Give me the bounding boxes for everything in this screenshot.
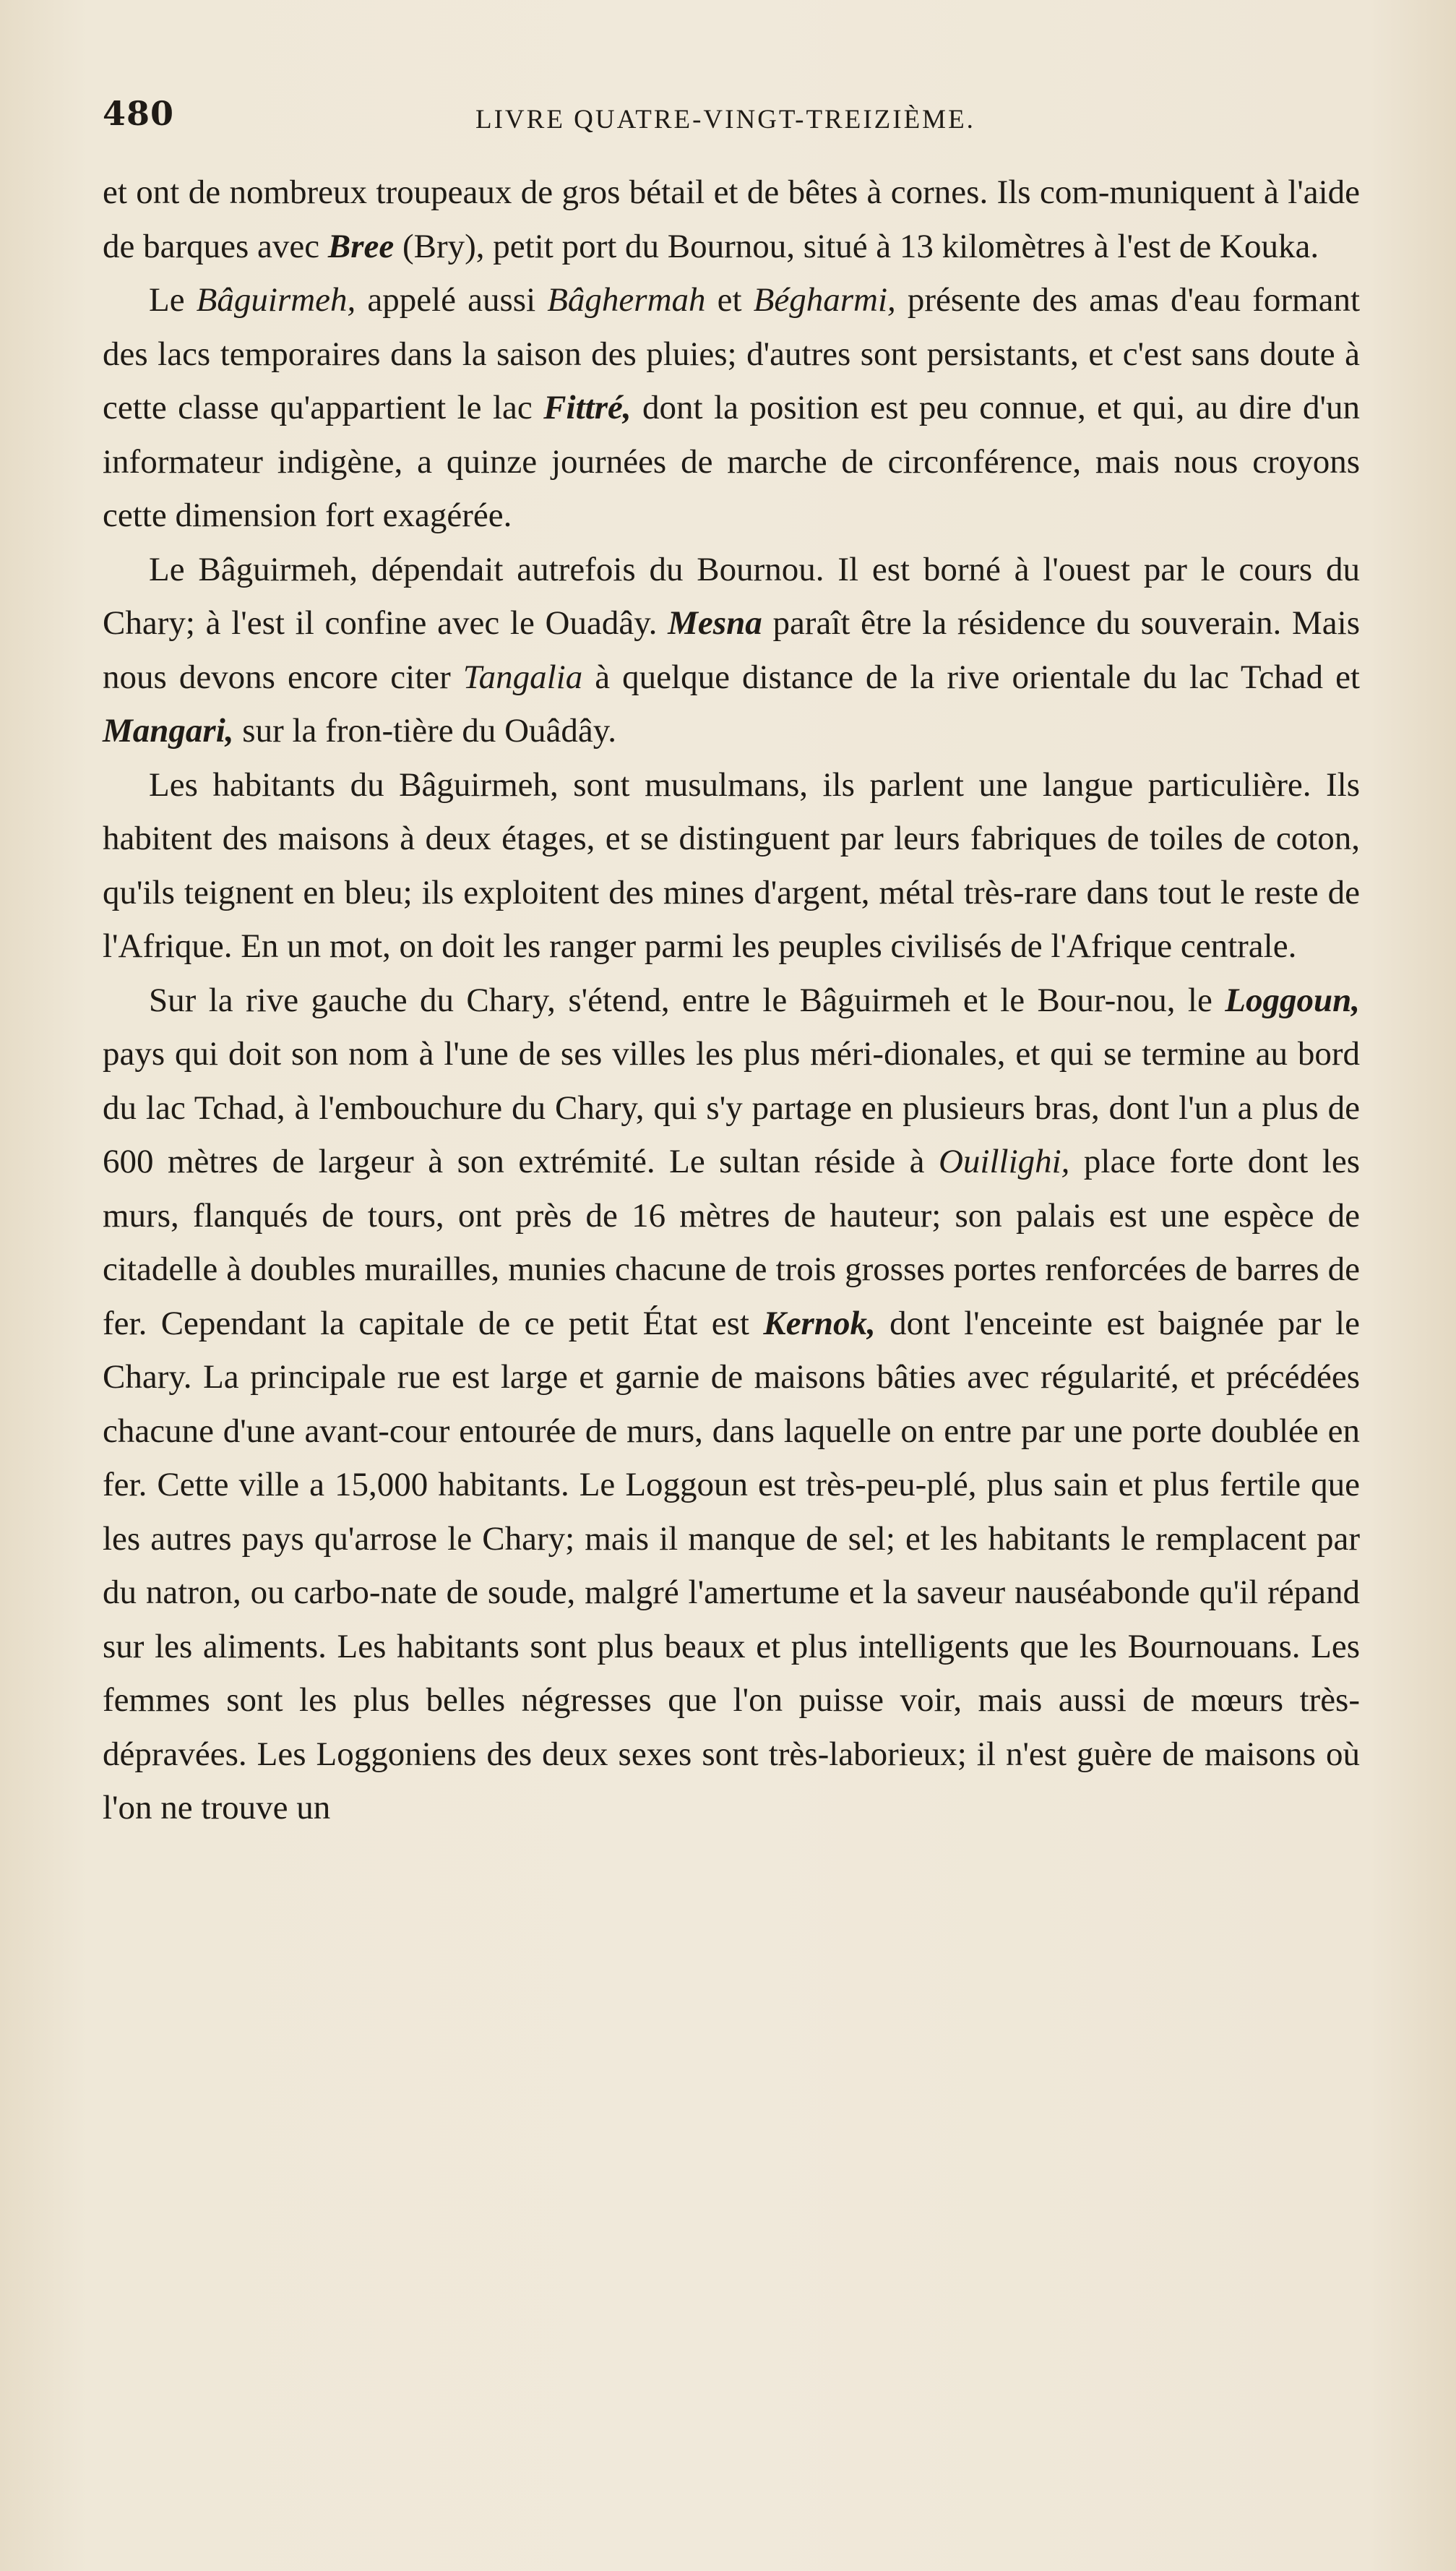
text-run: dont l'enceinte est baignée par le Chary. La principale rue est large et garnie de maisons bâties avec régularité, et précédées chacune d'une avant-cour entourée de murs, dans laquelle on entre par une porte doublée en fer. Cette ville a 15,000 habitants. Le Loggoun est très-peu-plé, plus sain et plus fertile que les autres pays qu'arrose le Chary; mais il manque de sel; et les habitants le remplacent par du natron, ou carbo-nate de soude, malgré l'amertume et la saveur nauséabonde qu'il répand sur les aliments. Les habitants sont plus beaux et plus intelligents que les Bournouans. Les femmes sont les plus belles négresses que l'on puisse voir, mais aussi de mœurs très-dépravées. Les Loggoniens des deux sexes sont très-laborieux; il n'est guère de maisons où l'on ne trouve un — [103, 1304, 1360, 1827]
italic-term: Mangari, — [103, 712, 234, 750]
text-run: présente des amas d'eau formant des lacs temporaires dans la saison des pluies; d'autres sont persistants, et c'est sans doute à cette classe qu'appartient le lac — [103, 281, 1361, 426]
page-header — [103, 94, 1360, 145]
italic-term: Mesna — [668, 604, 762, 642]
paragraph-4 — [103, 758, 1360, 974]
italic-term: Bégharmi, — [753, 281, 896, 319]
text-run: et ont de nombreux troupeaux de gros bétail et de bêtes à cornes. Ils com-muniquent à l'aide de barques avec — [103, 173, 1360, 265]
text-run: Sur la rive gauche du Chary, s'étend, entre le Bâguirmeh et le Bour-nou, le — [149, 981, 1225, 1019]
text-run: Les habitants du Bâguirmeh, sont musulmans, ils parlent une langue particulière. Ils habitent des maisons à deux étages, et se distinguent par leurs fabriques de toiles de coton, qu'ils teignent en bleu; ils exploitent des mines d'argent, métal très-rare dans tout le reste de l'Afrique. En un mot, on doit les ranger parmi les peuples civilisés de l'Afrique centrale. — [103, 765, 1360, 965]
page-number: 480 — [103, 94, 175, 133]
paragraph-2 — [103, 273, 1360, 543]
text-run: pays qui doit son nom à l'une de ses villes les plus méri-dionales, et qui se termine au bord du lac Tchad, à l'embouchure du Chary, qui s'y partage en plusieurs bras, dont l'un a plus de 600 mètres de largeur à son extrémité. Le sultan réside à — [103, 1035, 1360, 1180]
paragraph-3 — [103, 543, 1360, 758]
paragraph-1 — [103, 166, 1360, 273]
text-run: dont la position est peu connue, et qui, au dire d'un informateur indigène, a quinze journées de marche de circonférence, mais nous croyons cette dimension fort exagérée. — [103, 389, 1360, 534]
italic-term: Bâghermah — [547, 281, 706, 319]
italic-term: Bâguirmeh, — [196, 281, 356, 319]
italic-term: Kernok, — [763, 1304, 876, 1342]
text-run: et — [705, 281, 754, 319]
text-run: Le — [149, 281, 197, 319]
text-run: (Bry), petit port du Bournou, situé à 13 kilomètres à l'est de Kouka. — [394, 227, 1319, 265]
text-run: paraît être la résidence du souverain. Mais nous devons encore citer — [103, 604, 1360, 696]
italic-term: Tangalia — [462, 658, 583, 696]
italic-term: Loggoun, — [1225, 981, 1360, 1019]
running-head: LIVRE QUATRE-VINGT-TREIZIÈME. — [475, 105, 975, 134]
italic-term: Ouillighi, — [938, 1143, 1070, 1180]
italic-term: Bree — [327, 227, 395, 265]
text-run: à quelque distance de la rive orientale du lac Tchad et — [582, 658, 1360, 696]
text-run: Le Bâguirmeh, dépendait autrefois du Bournou. Il est borné à l'ouest par le cours du Chary; à l'est il confine avec le Ouadây. — [103, 550, 1360, 642]
body-text — [103, 166, 1360, 1835]
paragraph-5 — [103, 974, 1360, 1835]
text-run: place forte dont les murs, flanqués de tours, ont près de 16 mètres de hauteur; son palais est une espèce de citadelle à doubles murailles, munies chacune de trois grosses portes renforcées de barres de fer. Cependant la capitale de ce petit État est — [103, 1143, 1360, 1342]
italic-term: Fittré, — [543, 389, 632, 426]
text-run: appelé aussi — [356, 281, 548, 319]
text-run: sur la fron-tière du Ouâdây. — [233, 712, 616, 750]
